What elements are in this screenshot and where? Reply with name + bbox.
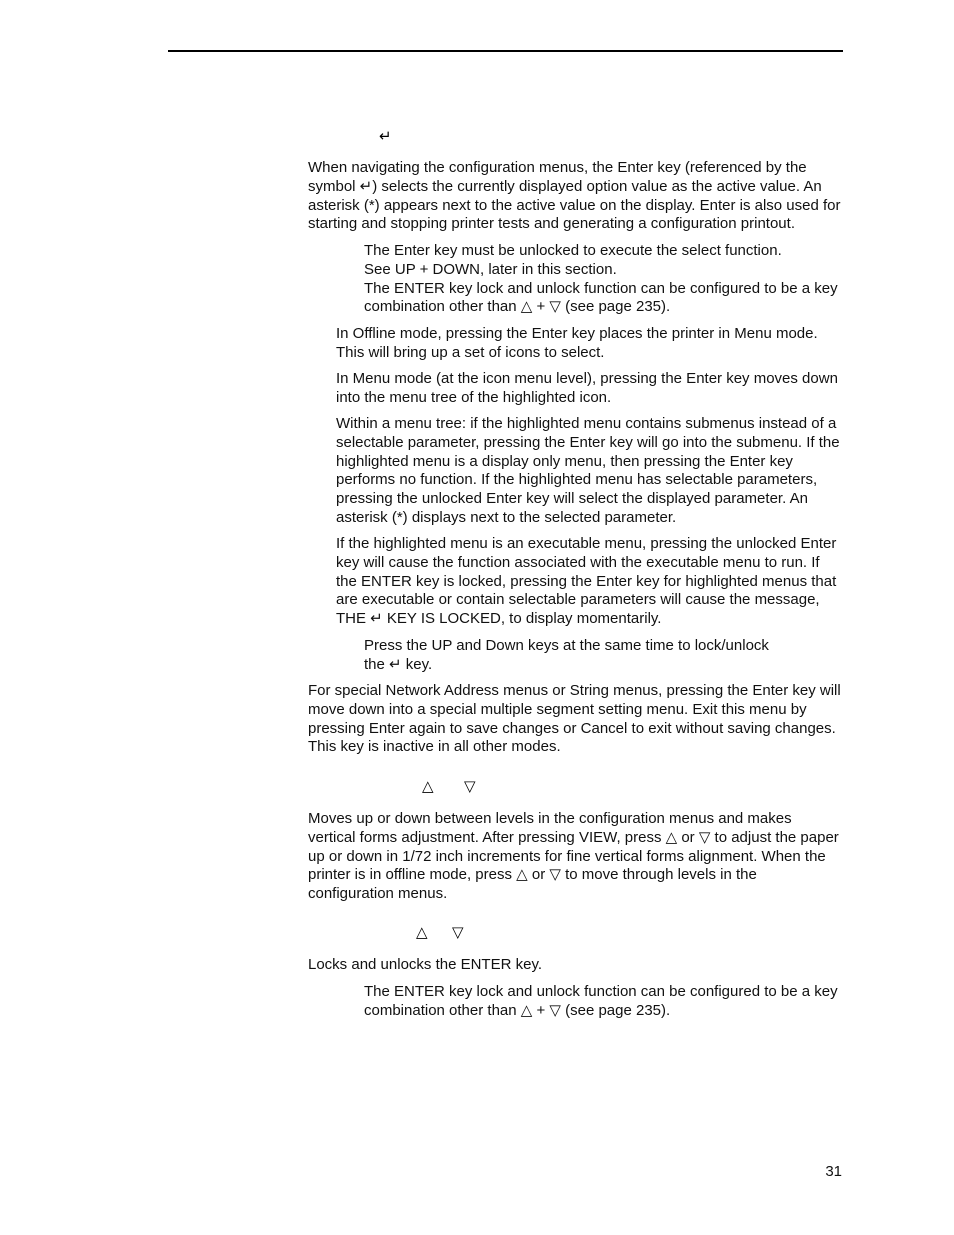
up-arrow-icon: △ [422, 777, 434, 795]
enter-item-menu-mode: In Menu mode (at the icon menu level), pressing the Enter key moves down into the menu tree of the highlighted icon. [336, 370, 838, 406]
header-rule [168, 50, 843, 52]
enter-special-paragraph: For special Network Address menus or String menus, pressing the Enter key will move down into a special multiple segment setting menu. Exit this menu by pressing Enter again to save changes or Cancel to exit without saving changes. This key is inactive in all other modes. [308, 682, 841, 756]
enter-item-executable: If the highlighted menu is an executable menu, pressing the unlocked Enter key will cause the function associated with the executable menu to run. If the ENTER key is locked, pressing the Enter key for highlighted menus that are executable or contain selectable parameters will cause the message, THE ↵ KEY IS LOCKED, to display momentarily. [336, 535, 837, 628]
enter-key-icon: ↵ [379, 127, 392, 145]
enter-note-1 [364, 242, 844, 317]
lock-paragraph: Locks and unlocks the ENTER key. [308, 956, 542, 973]
enter-note-2-line-1: Press the UP and Down keys at the same time to lock/unlock [364, 637, 769, 654]
enter-note-1-line-3: The ENTER key lock and unlock function can be configured to be a key combination other than △ + ▽ (see page 235). [364, 279, 838, 316]
enter-item-offline: In Offline mode, pressing the Enter key places the printer in Menu mode. This will bring up a set of icons to select. [336, 325, 818, 361]
enter-note-2 [364, 637, 844, 675]
updown-paragraph: Moves up or down between levels in the configuration menus and makes vertical forms adjustment. After pressing VIEW, press △ or ▽ to adjust the paper up or down in 1/72 inch increments for fine vertical forms alignment. When the printer is in offline mode, press △ or ▽ to move through levels in the configuration menus. [308, 810, 839, 903]
lock-up-arrow-icon: △ [416, 923, 428, 941]
enter-intro-paragraph: When navigating the configuration menus, the Enter key (referenced by the symbol ↵) selects the currently displayed option value as the active value. An asterisk (*) appears next to the active value on the display. Enter is also used for starting and stopping printer tests and generating a configuration printout. [308, 159, 841, 233]
down-arrow-icon: ▽ [464, 777, 476, 795]
lock-down-arrow-icon: ▽ [452, 923, 464, 941]
lock-note: The ENTER key lock and unlock function can be configured to be a key combination other than △ + ▽ (see page 235). [364, 983, 838, 1019]
enter-note-2-line-2: the ↵ key. [364, 655, 433, 673]
enter-note-1-line-1: The Enter key must be unlocked to execute the select function. [364, 242, 782, 259]
enter-item-menu-tree: Within a menu tree: if the highlighted menu contains submenus instead of a selectable parameter, pressing the Enter key will go into the submenu. If the highlighted menu is a display only menu, then pressing the Enter key performs no function. If the highlighted menu has selectable parameters, pressing the unlocked Enter key will select the displayed parameter. An asterisk (*) displays next to the selected parameter. [336, 415, 840, 526]
enter-note-1-line-2: See UP + DOWN, later in this section. [364, 260, 617, 278]
page-number: 31 [825, 1163, 842, 1180]
